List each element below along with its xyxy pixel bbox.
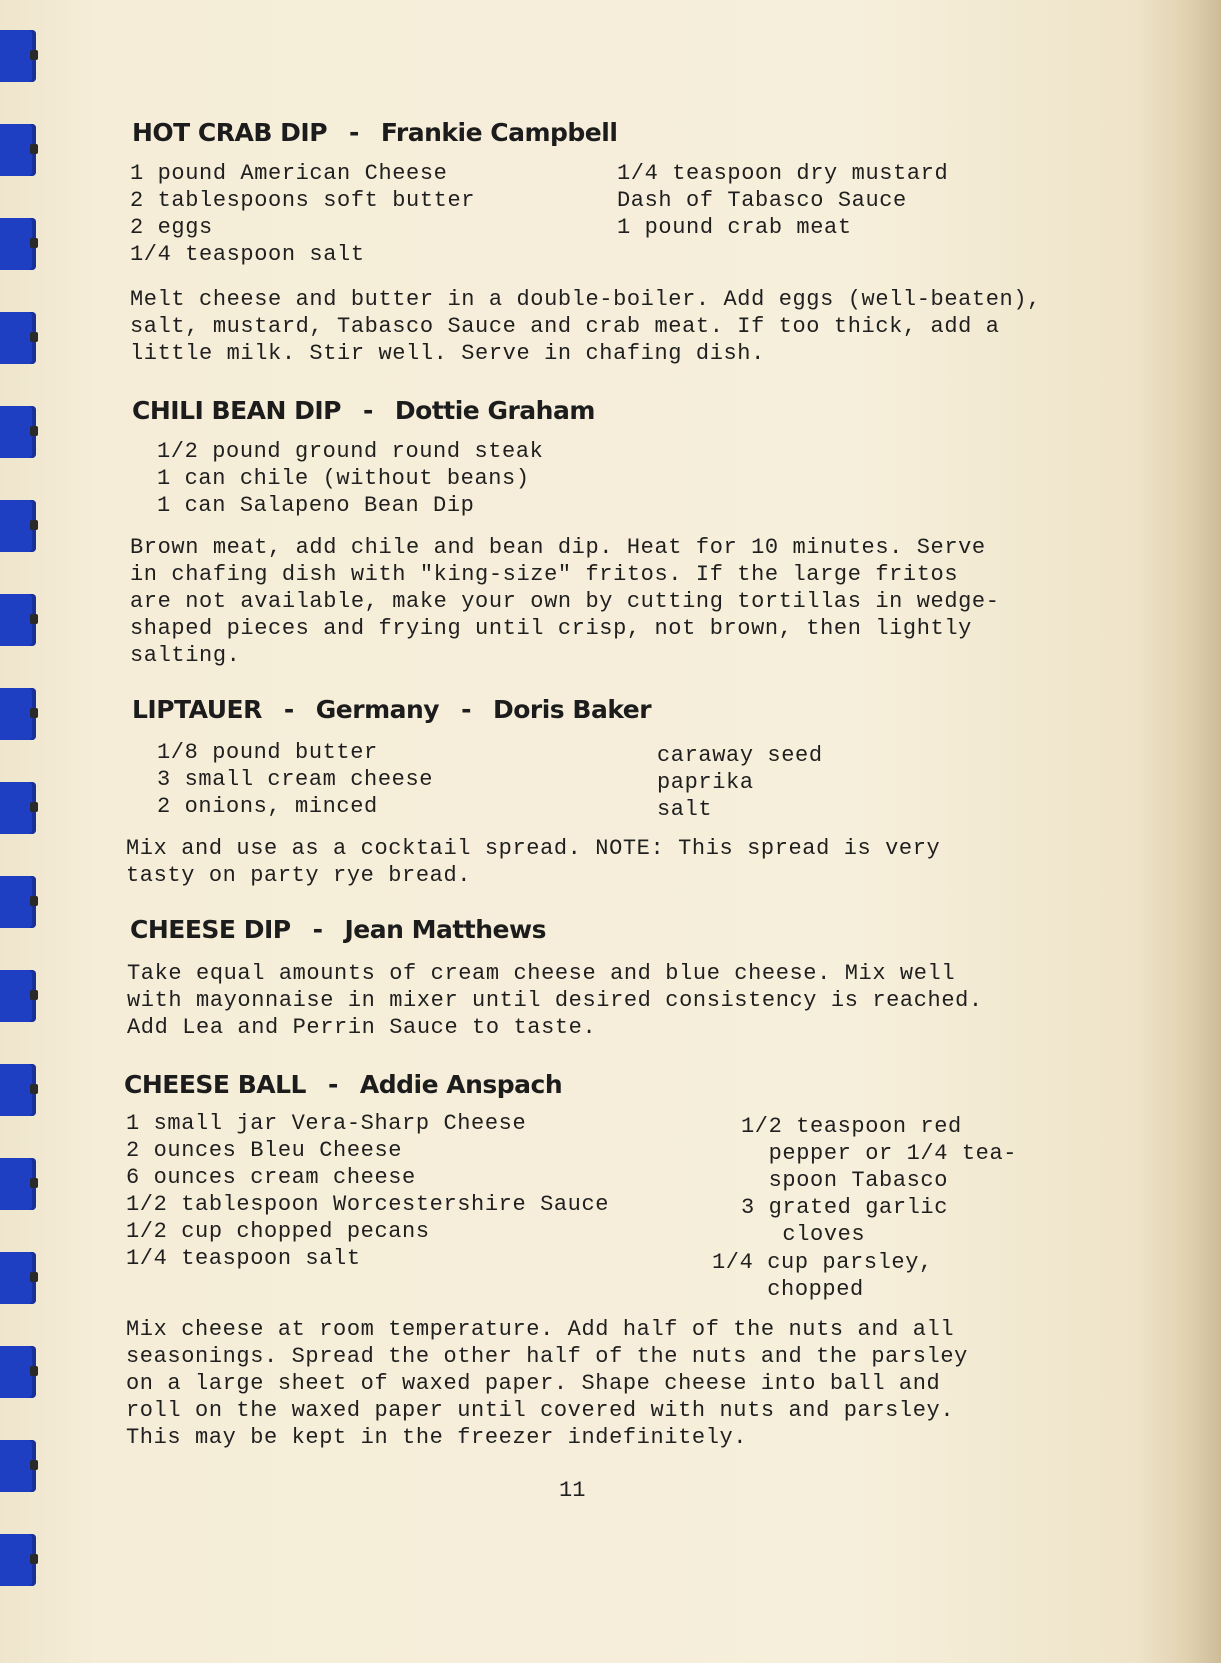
ingredients-column-1: 1 pound American Cheese 2 tablespoons soft butter 2 eggs 1/4 teaspoon salt (130, 161, 476, 267)
recipe-author: Dottie Graham (394, 396, 595, 425)
recipe-title: HOT CRAB DIP (132, 118, 328, 147)
ingredients-column-2-continued: 1/4 cup parsley, chopped (712, 1250, 933, 1302)
recipe-directions: Mix cheese at room temperature. Add half of the nuts and all seasonings. Spread the other half of the nuts and the parsley on a large sheet of waxed paper. Shape cheese into ball and roll on the waxed paper until covered with nuts and parsley. This may be kept in the freezer indefinitely. (126, 1317, 968, 1450)
recipe-title: CHEESE DIP (130, 915, 291, 944)
recipe-directions: Brown meat, add chile and bean dip. Heat for 10 minutes. Serve in chafing dish with "king-size" fritos. If the large fritos are not available, make your own by cutting tortillas in wedge- shaped pieces and frying until crisp, not brown, then lightly salting. (130, 535, 1000, 668)
recipe-author: Frankie Campbell (380, 118, 618, 147)
ingredients-column-1: 1/2 pound ground round steak 1 can chile (without beans) 1 can Salapeno Bean Dip (157, 439, 544, 518)
heading-dash: - (363, 396, 373, 425)
recipe-heading-chili-bean-dip (132, 396, 595, 425)
recipe-author: Jean Matthews (344, 915, 546, 944)
recipe-title: LIPTAUER (132, 695, 262, 724)
heading-dash: - (461, 695, 471, 724)
recipe-heading-liptauer (132, 695, 651, 724)
heading-dash: - (349, 118, 359, 147)
recipe-author: Addie Anspach (359, 1070, 563, 1099)
ingredients-column-2: 1/4 teaspoon dry mustard Dash of Tabasco Sauce 1 pound crab meat (617, 161, 949, 240)
ingredients-column-1: 1/8 pound butter 3 small cream cheese 2 onions, minced (157, 740, 434, 819)
recipe-heading-hot-crab-dip (132, 118, 617, 147)
ingredients-column-2: 1/2 teaspoon red pepper or 1/4 tea- spoon Tabasco 3 grated garlic cloves (741, 1114, 1018, 1247)
recipe-author: Doris Baker (492, 695, 652, 724)
heading-dash: - (283, 695, 294, 724)
recipe-directions: Mix and use as a cocktail spread. NOTE: This spread is very tasty on party rye bread. (126, 836, 941, 888)
recipe-heading-cheese-ball (124, 1070, 562, 1099)
recipe-title: CHILI BEAN DIP (132, 396, 341, 425)
recipe-origin: Germany (315, 695, 440, 724)
recipe-directions: Melt cheese and butter in a double-boiler. Add eggs (well-beaten), salt, mustard, Tabasco Sauce and crab meat. If too thick, add a little milk. Stir well. Serve in chafing dish. (130, 287, 1041, 366)
ingredients-column-1: 1 small jar Vera-Sharp Cheese 2 ounces Bleu Cheese 6 ounces cream cheese 1/2 tablespoon Worcestershire Sauce 1/2 cup chopped pecans 1/4 teaspoon salt (126, 1111, 610, 1271)
heading-dash: - (327, 1070, 338, 1099)
recipe-title: CHEESE BALL (124, 1070, 306, 1099)
heading-dash: - (312, 915, 323, 944)
recipe-heading-cheese-dip (130, 915, 546, 944)
page-number: 11 (559, 1478, 586, 1503)
ingredients-column-2: caraway seed paprika salt (657, 743, 823, 822)
recipe-directions: Take equal amounts of cream cheese and blue cheese. Mix well with mayonnaise in mixer until desired consistency is reached. Add Lea and Perrin Sauce to taste. (127, 961, 983, 1040)
